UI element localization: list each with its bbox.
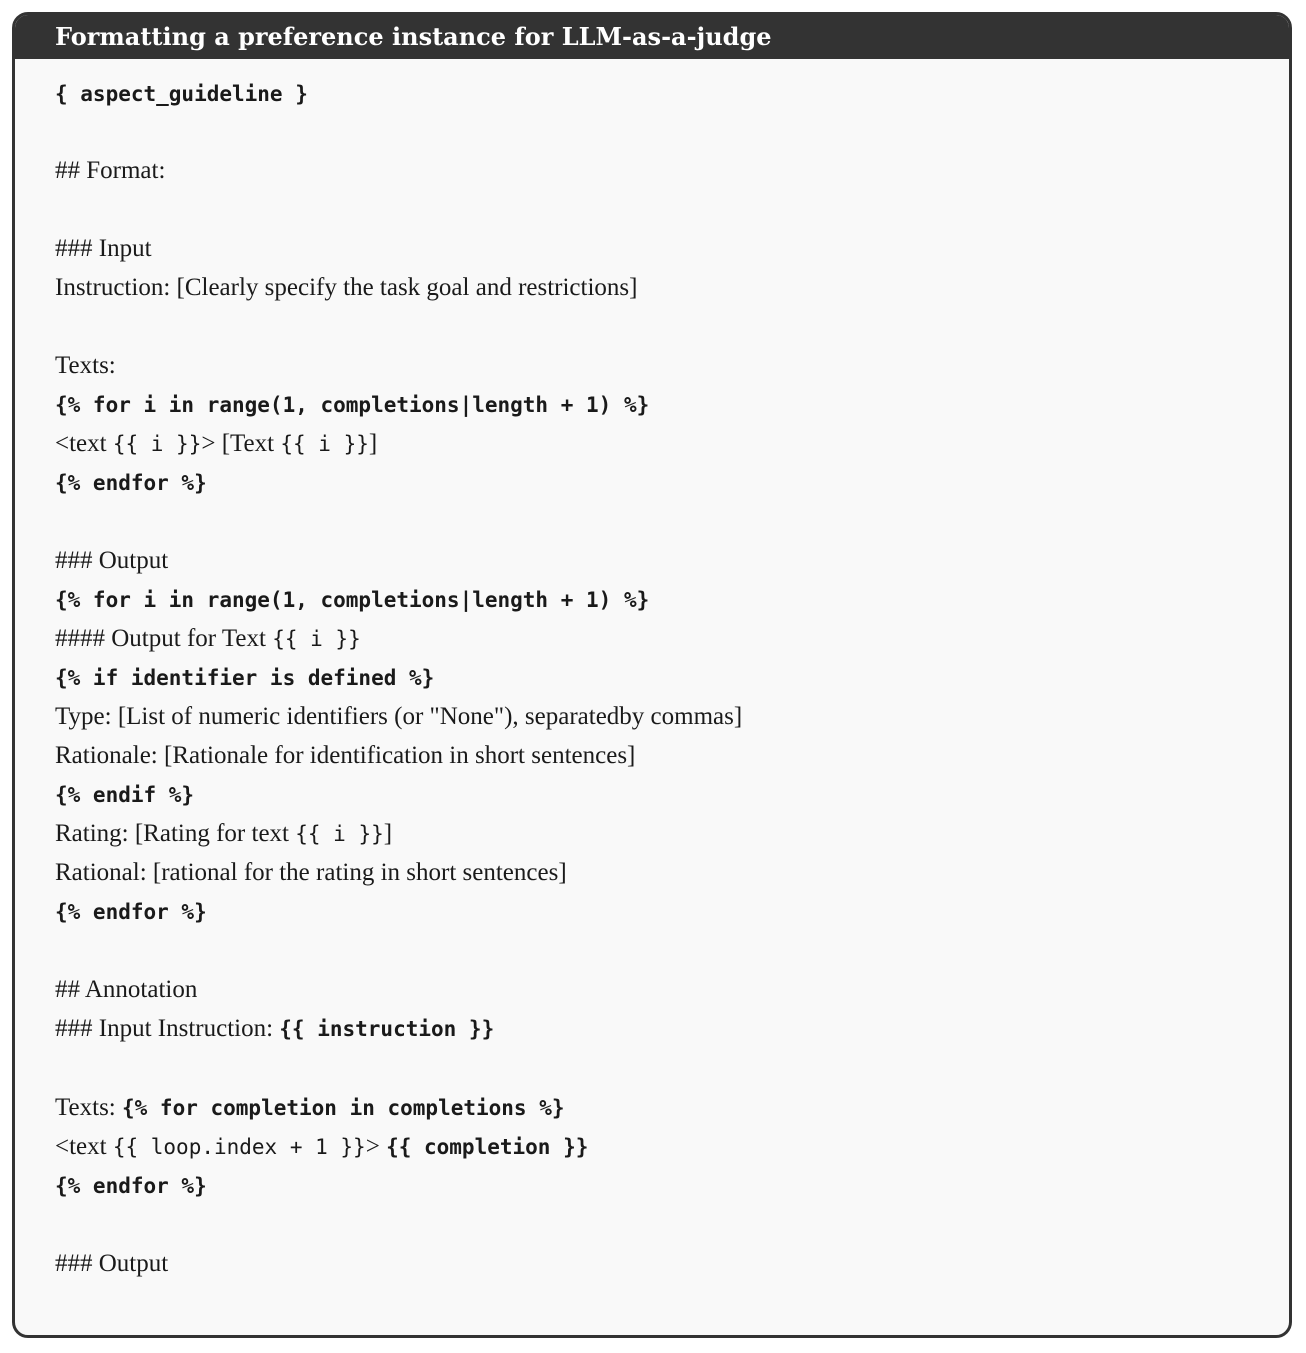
texts-for-prefix: Texts: xyxy=(55,1094,122,1121)
text-tag-suffix: > [Text xyxy=(201,430,281,457)
text-tag-var: {{ i }} xyxy=(112,432,202,456)
rational-line: Rational: [rational for the rating in short sentences] xyxy=(55,859,567,886)
output-for-text-var: {{ i }} xyxy=(272,627,361,651)
text-tag-prefix: <text xyxy=(55,430,113,457)
completion-var: {{ completion }} xyxy=(386,1135,589,1159)
for-loop-line-2 xyxy=(55,585,649,615)
endfor-code-3: {% endfor %} xyxy=(55,1174,207,1198)
for-loop-code-1: {% for i in range(1, completions|length + 1) %} xyxy=(55,393,650,417)
completion-tag-var: {{ loop.index + 1 }} xyxy=(112,1135,366,1159)
output-for-text-line xyxy=(55,624,361,654)
rating-var: {{ i }} xyxy=(295,822,384,846)
for-loop-code-2: {% for i in range(1, completions|length + 1) %} xyxy=(55,588,650,612)
texts-label: Texts: xyxy=(55,352,116,379)
output-heading: ### Output xyxy=(55,547,169,574)
final-output-heading: ### Output xyxy=(55,1250,169,1277)
if-identifier-line xyxy=(55,663,434,693)
input-instruction-line xyxy=(55,1014,494,1044)
input-instruction-var: {{ instruction }} xyxy=(279,1017,495,1041)
annotation-heading: ## Annotation xyxy=(55,976,198,1003)
aspect-guideline-line xyxy=(55,79,308,109)
if-identifier-code: {% if identifier is defined %} xyxy=(55,666,435,690)
aspect-guideline-placeholder: { aspect_guideline } xyxy=(55,82,308,106)
for-loop-line-1 xyxy=(55,390,649,420)
input-instruction-prefix: ### Input Instruction: xyxy=(55,1015,280,1042)
rating-line xyxy=(55,819,392,849)
text-tag-end: ] xyxy=(368,430,378,457)
text-tag-var-2: {{ i }} xyxy=(280,432,369,456)
endif-line xyxy=(55,780,194,810)
endfor-line-2 xyxy=(55,897,207,927)
rating-prefix: Rating: [Rating for text xyxy=(55,820,296,847)
type-line: Type: [List of numeric identifiers (or "None"), separatedby commas] xyxy=(55,703,743,730)
endif-code: {% endif %} xyxy=(55,783,195,807)
completion-tag-suffix: > xyxy=(365,1133,387,1160)
instruction-line xyxy=(55,273,637,303)
format-heading: ## Format: xyxy=(55,157,166,184)
endfor-code-2: {% endfor %} xyxy=(55,900,207,924)
box-title: Formatting a preference instance for LLM-as-a-judge xyxy=(15,15,1289,59)
rating-suffix: ] xyxy=(383,820,393,847)
completion-tag-prefix: <text xyxy=(55,1133,113,1160)
input-heading: ### Input xyxy=(55,235,152,262)
endfor-line-3 xyxy=(55,1171,207,1201)
endfor-line-1 xyxy=(55,468,207,498)
text-tag-line xyxy=(55,429,377,459)
instruction-value: [Clearly specify the task goal and restrictions] xyxy=(176,274,638,301)
rationale-line: Rationale: [Rationale for identification in short sentences] xyxy=(55,742,636,769)
prompt-template-box xyxy=(12,12,1292,1338)
endfor-code-1: {% endfor %} xyxy=(55,471,207,495)
instruction-label: Instruction: xyxy=(55,274,177,301)
texts-for-line xyxy=(55,1093,565,1123)
completion-tag-line xyxy=(55,1132,588,1162)
texts-for-loop-code: {% for completion in completions %} xyxy=(122,1096,565,1120)
output-for-text-prefix: #### Output for Text xyxy=(55,625,273,652)
